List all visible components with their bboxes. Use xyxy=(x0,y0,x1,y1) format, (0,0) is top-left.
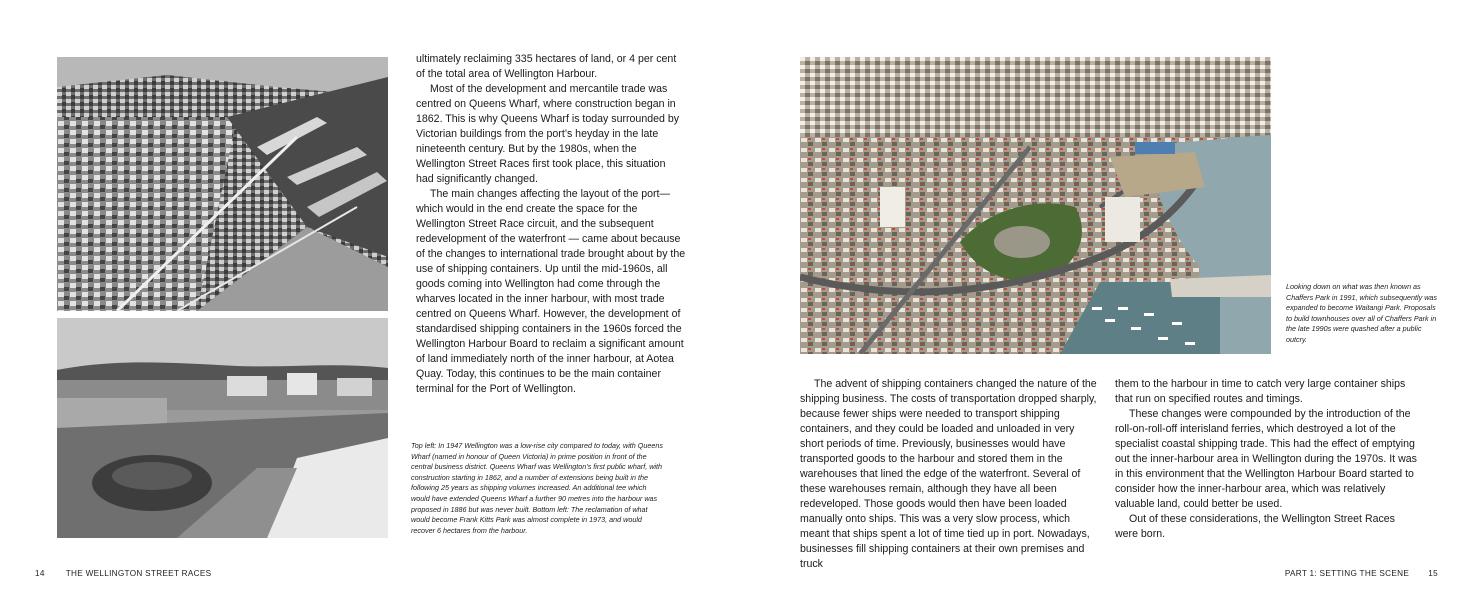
right-col2-paragraph-2: These changes were compounded by the introduction of the roll-on-roll-off interisland ferries, which destroyed a lot of the specialist coastal shipping trade. This had the effect of emptying out the inner-harbour area in Wellington during the 1970s. It was in this environment that the Wellington Harbour Board started to consider how the inner-harbour area, which was relatively valuable land, could better be used. xyxy=(1115,408,1417,510)
folio-left xyxy=(35,569,211,578)
left-paragraph-1: ultimately reclaiming 335 hectares of land, or 4 per cent of the total area of Wellington Harbour. xyxy=(416,53,677,80)
folio-right xyxy=(1285,569,1438,578)
right-col2-paragraph-1: them to the harbour in time to catch very large container ships that run on specified routes and timings. xyxy=(1115,378,1406,405)
running-head-left: THE WELLINGTON STREET RACES xyxy=(65,569,212,578)
running-head-right: PART 1: SETTING THE SCENE xyxy=(1284,569,1410,578)
left-paragraph-3: The main changes affecting the layout of the port— which would in the end create the space for the Wellington Street Race circuit, and the subsequent redevelopment of the waterfront — came about because of the changes to international trade brought about by the use of shipping containers. Up until the mid-1960s, all goods coming into Wellington had come through the wharves located in the inner harbour, with most trade centred on Queens Wharf. However, the development of standardised shipping containers in the 1960s forced the Wellington Harbour Board to reclaim a significant amount of land immediately north of the inner harbour, at Aotea Quay. Today, this continues to be the main container terminal for the Port of Wellington. xyxy=(416,188,686,395)
left-paragraph-2: Most of the development and mercantile trade was centred on Queens Wharf, where construction began in 1862. This is why Queens Wharf is today surrounded by Victorian buildings from the port’s heyday in the late nineteenth century. But by the 1980s, when the Wellington Street Races first took place, this situation had significantly changed. xyxy=(416,83,680,185)
page-number-left: 14 xyxy=(35,569,45,578)
right-col1-paragraph-1: The advent of shipping containers changed the nature of the shipping business. The costs of transportation dropped sharply, because fewer ships were needed to transport shipping containers, and they could be loaded and unloaded in very short periods of time. Previously, businesses would have transported goods to the harbour and stored them in the warehouses that lined the edge of the waterfront. Several of these warehouses remain, although they have all been redeveloped. Those goods would then have been loaded manually onto ships. This was a very slow process, which meant that ships spent a lot of time tied up in port. Nowadays, businesses fill shipping containers at their own premises and truck xyxy=(800,378,1097,570)
left-photo-caption: Top left: In 1947 Wellington was a low-rise city compared to today, with Queens Wharf (named in honour of Queen Victoria) in prime position in front of the central business district. Queens Wharf was Wellington’s first public wharf, with construction starting in 1862, and a number of extensions being built in the following 25 years as shipping volumes increased. An additional tee which would have extended Queens Wharf a further 90 metres into the harbour was proposed in 1886 but was never built. Bottom left: The reclamation of what would become Frank Kitts Park was almost complete in 1973, and would recover 6 hectares from the harbour. xyxy=(411,441,663,535)
photo-chaffers-park-1991 xyxy=(800,57,1271,354)
right-page xyxy=(737,0,1474,595)
page-number-right: 15 xyxy=(1428,569,1438,578)
left-body-text xyxy=(416,52,686,397)
right-body-column-1 xyxy=(800,377,1100,572)
right-photo-caption: Looking down on what was then known as Chaffers Park in 1991, which subsequently was expanded to become Waitangi Park. Proposals to build townhouses over all of Chaffers Park in the late 1990s were quashed after a public outcry. xyxy=(1286,282,1438,344)
right-col2-paragraph-3: Out of these considerations, the Wellington Street Races were born. xyxy=(1115,513,1395,540)
photo-queens-wharf-1947 xyxy=(57,57,388,311)
right-body-column-2 xyxy=(1115,377,1417,542)
photo-frank-kitts-park-1973 xyxy=(57,318,388,538)
